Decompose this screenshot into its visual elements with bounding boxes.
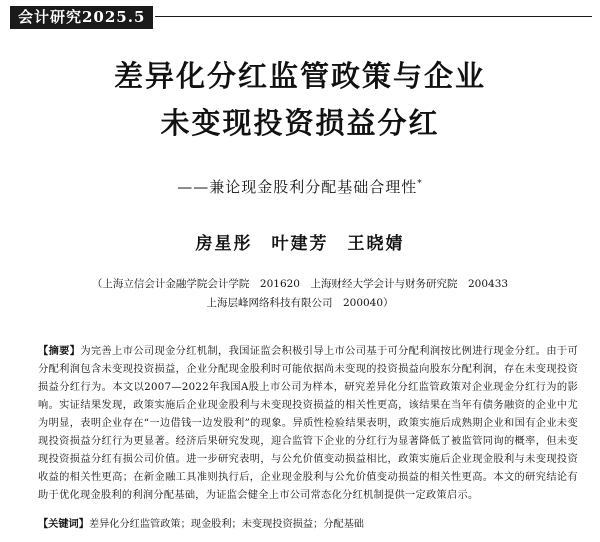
- title-line-2: 未变现投资损益分红: [160, 106, 440, 140]
- affiliation-line-1: （上海立信会计金融学院会计学院 201620 上海财经大学会计与财务研究院 200433: [91, 278, 509, 290]
- abstract-label: 【摘要】: [38, 345, 81, 357]
- abstract: [38, 342, 578, 505]
- subtitle-text: ——兼论现金股利分配基础合理性: [177, 178, 418, 196]
- keywords: [38, 516, 578, 533]
- keywords-label: 【关键词】: [38, 518, 89, 530]
- header-rule: [155, 16, 592, 17]
- footnote-mark: *: [417, 179, 423, 189]
- title-line-1: 差异化分红监管政策与企业: [113, 59, 486, 93]
- journal-tag: 会计研究2025.5: [10, 6, 153, 29]
- keywords-text: 差异化分红监管政策；现金股利；未变现投资损益；分配基础: [88, 519, 364, 530]
- subtitle: [0, 176, 600, 197]
- authors: 房星彤 叶建芳 王晓婧: [195, 234, 405, 254]
- affiliation-line-2: 上海层峰网络科技有限公司 200040）: [206, 297, 394, 309]
- abstract-text: 为完善上市公司现金分红机制，我国证监会积极引导上市公司基于可分配利润按比例进行现金分红。由于可分配利润包含未变现投资损益，企业分配现金股利时可能依据尚未变现的投资损益向股东分配利润，存在未变现投资损益分红行为。本文以2007—2022年我国A股上市公司为样本，研究差异化分红监管政策对企业现金分红行为的影响。实证结果发现，政策实施后企业现金股利与未变现投资损益的相关性更高，该结果在当年有债务融资的企业中尤为明显，表明企业存在“一边借钱一边发股利”的现象。异质性检验结果表明，政策实施后成熟期企业和国有企业未变现投资损益分红行为更显著。经济后果研究发现，迎合监管下企业的分红行为显著降低了被监管同询的概率，但未变现投资损益分红有损公司价值。进一步研究表明，与公允价值变动损益相比，政策实施后企业现金股利与未变现投资收益的相关性更高；在新金融工具准则执行后，企业现金股利与公允价值变动损益的相关性更高。本文的研究结论有助于优化现金股利的利润分配基础，为证监会健全上市公司常态化分红机制提供一定政策启示。: [38, 346, 578, 501]
